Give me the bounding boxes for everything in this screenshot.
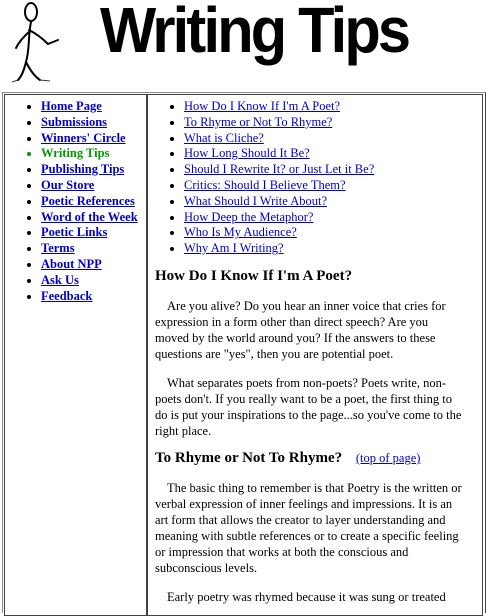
- sidebar-link[interactable]: Feedback: [41, 288, 93, 303]
- toc-link[interactable]: To Rhyme or Not To Rhyme?: [184, 114, 333, 129]
- sidebar-link[interactable]: Home Page: [41, 99, 102, 113]
- sidebar-link[interactable]: Publishing Tips: [41, 162, 125, 177]
- toc-item: [184, 225, 482, 241]
- section-heading-rhyme: [155, 449, 482, 467]
- sidebar-item-poetic-links[interactable]: [41, 225, 146, 241]
- sidebar-item-poetic-references[interactable]: [41, 194, 146, 210]
- sidebar-item-label: Writing Tips: [41, 146, 110, 161]
- toc-link[interactable]: How Long Should It Be?: [184, 146, 310, 161]
- sidebar-item-about-npp[interactable]: [41, 257, 146, 273]
- sidebar-list: [5, 99, 146, 304]
- paragraph: Are you alive? Do you hear an inner voice that cries for expression in a form other than direct speech? Are you moved by the world around you? If the answers to these questions are "yes", then you are potential poet.: [155, 298, 446, 361]
- paragraph: What separates poets from non-poets? Poets write, non-poets don't. If you really want to be a poet, the first thing to do is put your inspirations to the page...so you've come to the right place.: [155, 375, 462, 438]
- toc-item: [184, 99, 482, 115]
- sidebar-link[interactable]: Poetic Links: [41, 225, 108, 240]
- stick-figure-writer-icon: [4, 0, 64, 88]
- sidebar-item-terms[interactable]: [41, 241, 146, 257]
- sidebar-link[interactable]: Submissions: [41, 114, 108, 129]
- toc-link[interactable]: Critics: Should I Believe Them?: [184, 177, 346, 192]
- toc-item: [184, 115, 482, 131]
- sidebar-link[interactable]: Poetic References: [41, 193, 135, 208]
- section-title: How Do I Know If I'm A Poet?: [155, 267, 353, 284]
- sidebar-link[interactable]: Word of the Week: [41, 209, 138, 224]
- sidebar-item-winners-circle[interactable]: [41, 131, 146, 147]
- paragraph: Early poetry was rhymed because it was sung or treated: [167, 589, 446, 604]
- toc-item: [184, 162, 482, 178]
- toc-link[interactable]: Who Is My Audience?: [184, 225, 297, 240]
- section-heading-poet: [155, 267, 482, 285]
- sidebar-item-word-of-the-week[interactable]: [41, 210, 146, 226]
- sidebar-item-writing-tips: [41, 146, 146, 162]
- main-content: [148, 94, 483, 616]
- sidebar-item-submissions[interactable]: [41, 115, 146, 131]
- sidebar-nav: [4, 94, 148, 616]
- toc-item: [184, 241, 482, 257]
- sidebar-link[interactable]: Terms: [41, 241, 75, 256]
- sidebar-link[interactable]: About NPP: [41, 256, 102, 271]
- toc-link[interactable]: Should I Rewrite It? or Just Let it Be?: [184, 162, 375, 177]
- sidebar-link[interactable]: Ask Us: [41, 272, 79, 287]
- toc-link[interactable]: How Do I Know If I'm A Poet?: [184, 99, 341, 113]
- toc-link[interactable]: What Should I Write About?: [184, 193, 327, 208]
- toc-link[interactable]: What is Cliche?: [184, 130, 264, 145]
- paragraph: The basic thing to remember is that Poetry is the written or verbal expression of inner feelings and impressions. It is an art form that allows the creator to layer understanding and meaning with subtle references or to create a specific feeling or impression that works at both the conscious and subconscious levels.: [155, 480, 462, 575]
- toc-item: [184, 194, 482, 210]
- toc-link[interactable]: Why Am I Writing?: [184, 241, 284, 256]
- toc-item: [184, 178, 482, 194]
- section-title: To Rhyme or Not To Rhyme?: [155, 449, 343, 466]
- toc-link[interactable]: How Deep the Metaphor?: [184, 209, 314, 224]
- sidebar-item-publishing-tips[interactable]: [41, 162, 146, 178]
- sidebar-item-home-page[interactable]: [41, 99, 146, 115]
- page-title: Writing Tips: [100, 0, 409, 66]
- sidebar-item-ask-us[interactable]: [41, 273, 146, 289]
- sidebar-link[interactable]: Winners' Circle: [41, 130, 126, 145]
- sidebar-link[interactable]: Our Store: [41, 177, 95, 192]
- toc-item: [184, 146, 482, 162]
- table-of-contents: [148, 99, 482, 257]
- sidebar-item-our-store[interactable]: [41, 178, 146, 194]
- toc-item: [184, 131, 482, 147]
- top-of-page-link[interactable]: (top of page): [355, 450, 421, 465]
- sidebar-item-feedback[interactable]: [41, 289, 146, 305]
- toc-item: [184, 210, 482, 226]
